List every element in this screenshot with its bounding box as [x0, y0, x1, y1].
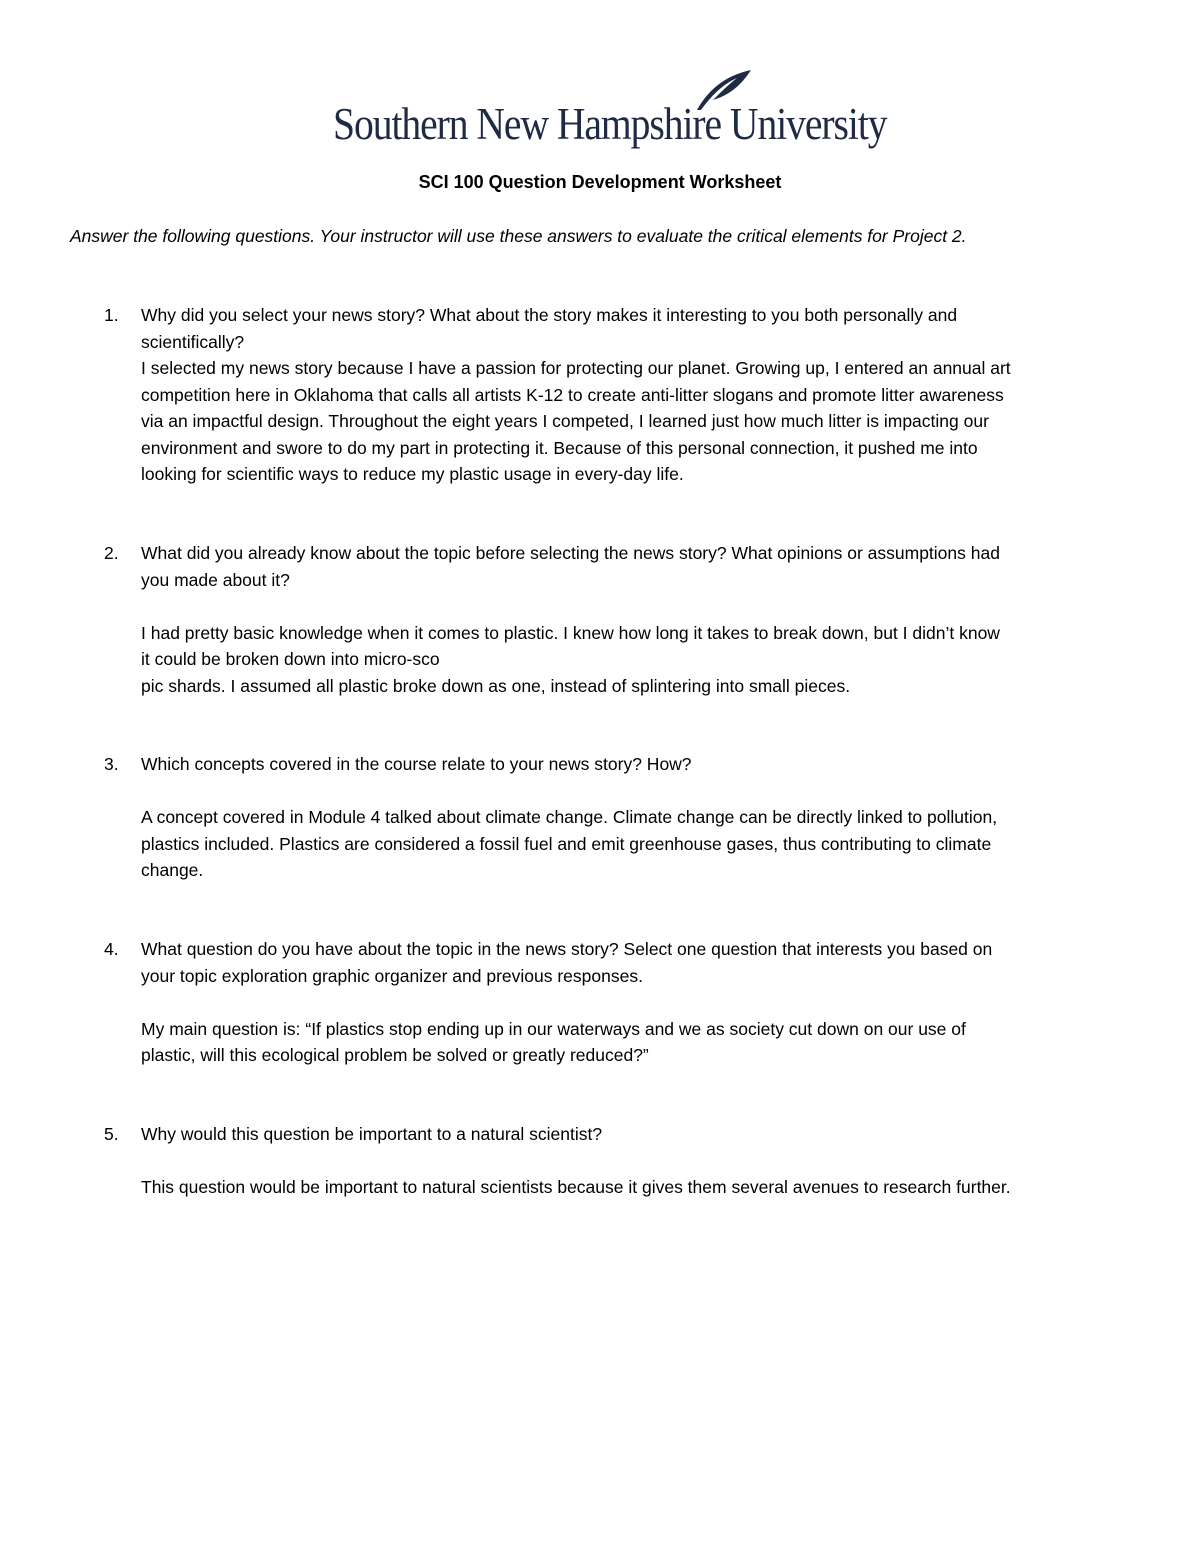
- answer-text: it could be broken down into micro-sco: [141, 649, 440, 669]
- logo-wordmark: Southern New Hampshire University: [333, 99, 887, 149]
- answer-text: pic shards. I assumed all plastic broke down as one, instead of splintering into small pieces.: [141, 675, 851, 696]
- question-body: [141, 751, 1141, 884]
- question-text: Why would this question be important to a natural scientist?: [141, 1124, 603, 1144]
- question-number: 2.: [104, 543, 119, 563]
- university-logo: [333, 68, 887, 154]
- question-text: scientifically?: [141, 331, 245, 352]
- question-number: 5.: [104, 1124, 119, 1144]
- answer-text: A concept covered in Module 4 talked about climate change. Climate change can be directly linked to pollution,: [141, 807, 998, 827]
- question-text: What did you already know about the topic before selecting the news story? What opinions or assumptions had: [141, 543, 1000, 563]
- answer-text: looking for scientific ways to reduce my plastic usage in every-day life.: [141, 464, 684, 484]
- question-body: [141, 1121, 1141, 1201]
- answer-text: This question would be important to natural scientists because it gives them several avenues to research further.: [141, 1177, 1011, 1197]
- question-body: [141, 302, 1141, 488]
- answer-text: plastic, will this ecological problem be solved or greatly reduced?”: [141, 1045, 649, 1065]
- answer-text: change.: [141, 860, 204, 880]
- answer-text: competition here in Oklahoma that calls all artists K-12 to create anti-litter slogans and promote litter awareness: [141, 384, 1004, 405]
- answer-text: plastics included. Plastics are considered a fossil fuel and emit greenhouse gases, thus contributing to climate: [141, 833, 992, 854]
- question-number: 3.: [104, 754, 119, 774]
- answer-text: I selected my news story because I have a passion for protecting our planet. Growing up, I entered an annual art: [141, 358, 1011, 378]
- answer-text: environment and swore to do my part in protecting it. Because of this personal connection, it pushed me into: [141, 437, 978, 458]
- question-text: What question do you have about the topic in the news story? Select one question that interests you based on: [141, 939, 993, 959]
- question-text: you made about it?: [141, 569, 290, 590]
- question-text: your topic exploration graphic organizer and previous responses.: [141, 965, 643, 986]
- answer-text: I had pretty basic knowledge when it comes to plastic. I knew how long it takes to break down, but I didn’t know: [141, 622, 1000, 643]
- answer-text: via an impactful design. Throughout the eight years I competed, I learned just how much litter is impacting our: [141, 411, 989, 431]
- question-body: [141, 936, 1141, 1069]
- instructions: Answer the following questions. Your instructor will use these answers to evaluate the critical elements for Project 2.: [70, 226, 967, 246]
- question-text: Why did you select your news story? What about the story makes it interesting to you both personally and: [141, 305, 958, 325]
- question-number: 1.: [104, 305, 119, 325]
- question-number: 4.: [104, 939, 119, 959]
- page-title: SCI 100 Question Development Worksheet: [418, 172, 782, 192]
- question-text: Which concepts covered in the course relate to your news story? How?: [141, 754, 692, 774]
- question-body: [141, 540, 1141, 699]
- answer-text: My main question is: “If plastics stop ending up in our waterways and we as society cut down on our use of: [141, 1018, 966, 1039]
